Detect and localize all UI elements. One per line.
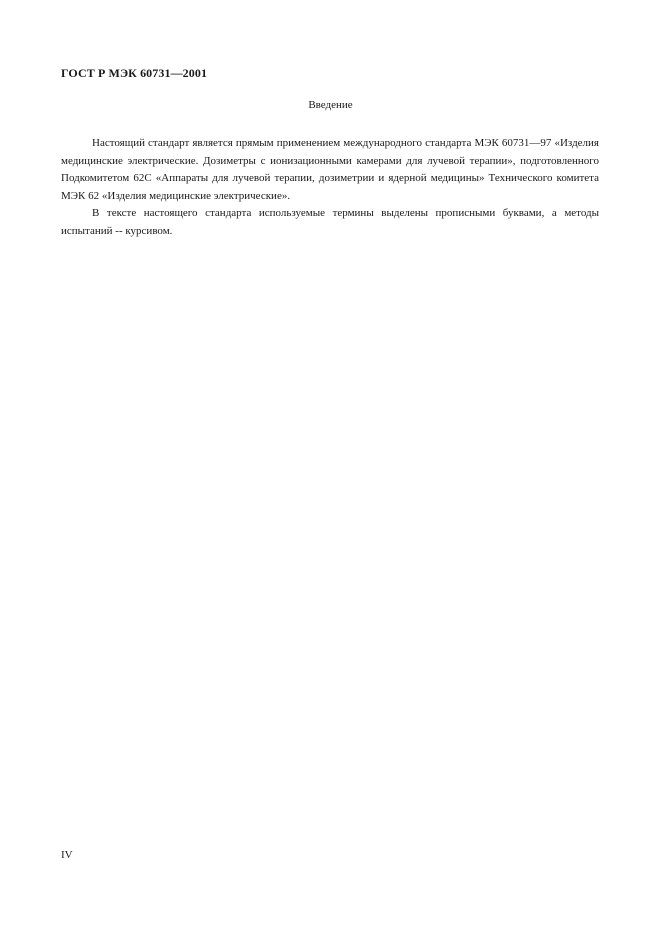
- paragraph-1: Настоящий стандарт является прямым применением международного стандарта МЭК 60731—97 «Изделия медицинские электрические. Дозиметры с ионизационными камерами для лучевой терапии», подготовленного Подкомитетом 62С «Аппараты для лучевой терапии, дозиметрии и ядерной медицины» Технического комитета МЭК 62 «Изделия медицинские электрические».: [61, 137, 599, 202]
- section-title: Введение: [308, 99, 353, 111]
- document-body: [61, 135, 599, 240]
- page-number: IV: [61, 849, 73, 861]
- document-header: ГОСТ Р МЭК 60731—2001: [61, 66, 208, 80]
- paragraph-2: В тексте настоящего стандарта используемые термины выделены прописными буквами, а методы испытаний -- курсивом.: [61, 207, 599, 237]
